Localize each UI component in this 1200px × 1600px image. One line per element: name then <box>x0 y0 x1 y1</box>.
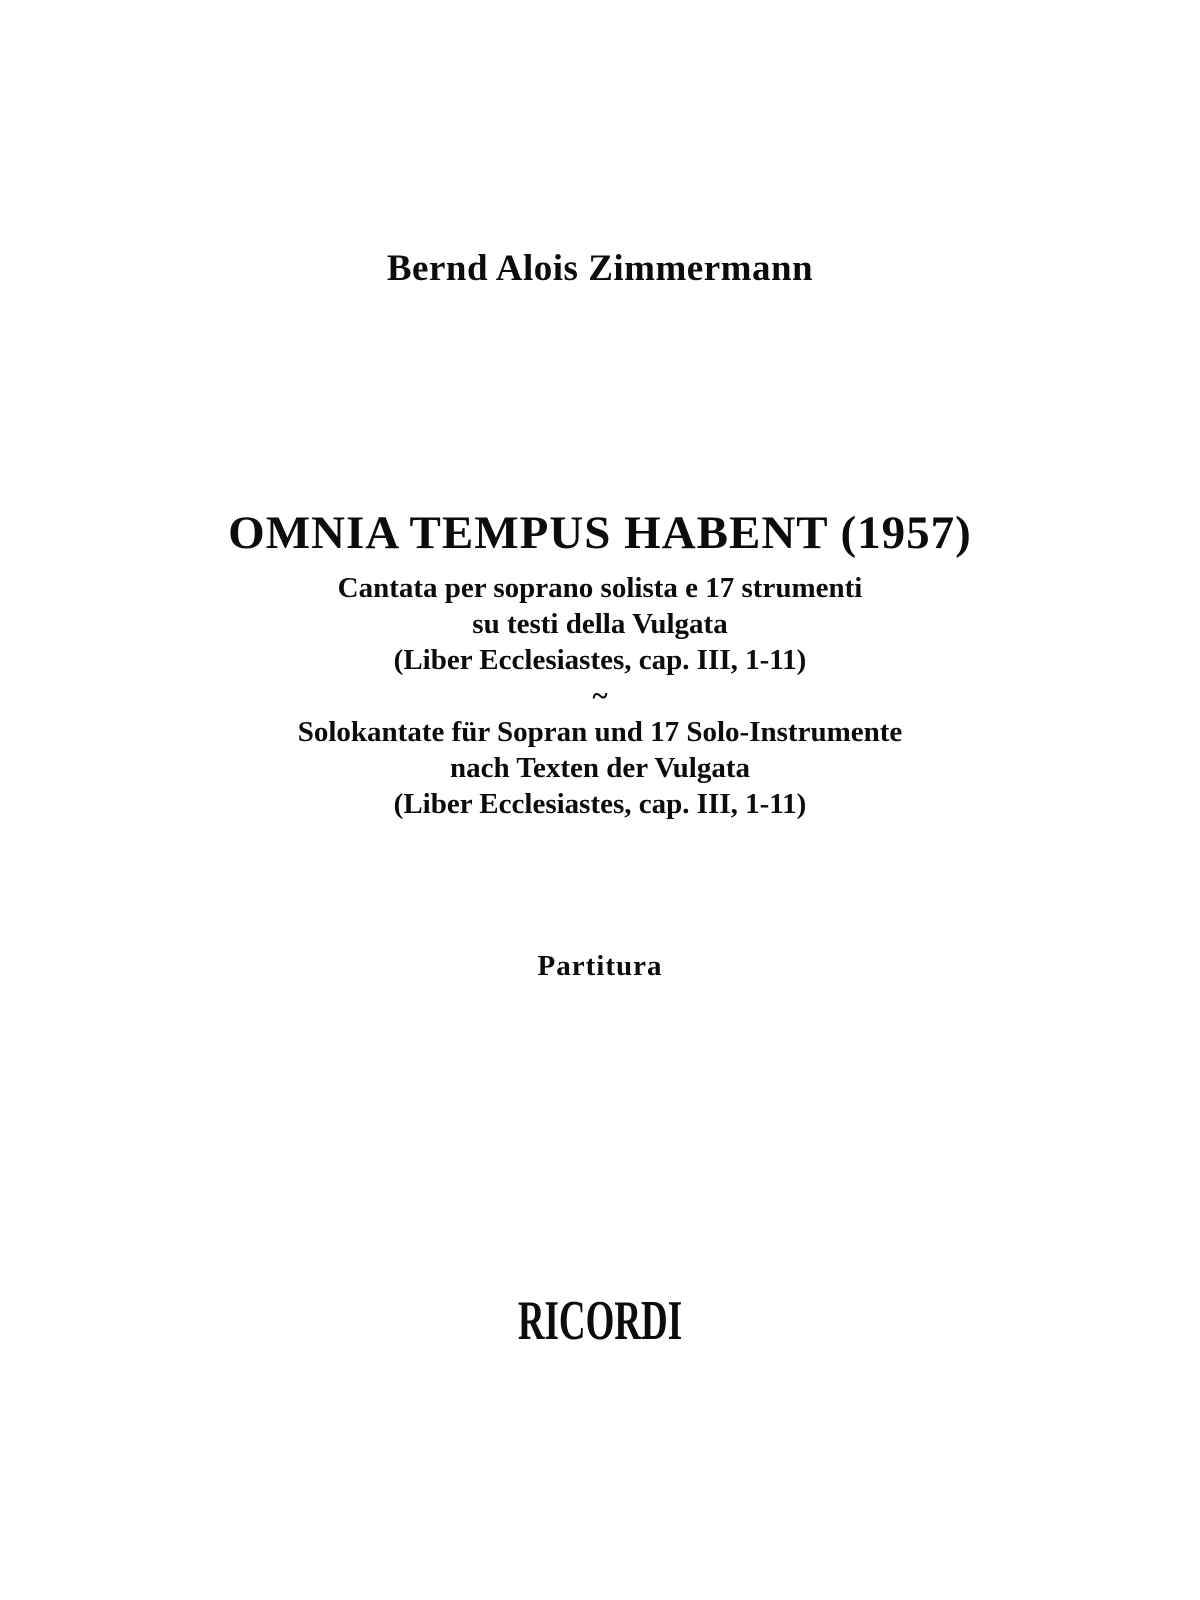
subtitle-italian-line-2: su testi della Vulgata <box>472 608 728 640</box>
composer-name: Bernd Alois Zimmermann <box>386 248 814 289</box>
subtitle-italian-line-3: (Liber Ecclesiastes, cap. III, 1-11) <box>393 644 807 676</box>
subtitle-german-line-3: (Liber Ecclesiastes, cap. III, 1-11) <box>393 788 807 820</box>
subtitle-italian-line-1: Cantata per soprano solista e 17 strumenti <box>337 572 863 604</box>
subtitle-german-line-2: nach Texten der Vulgata <box>449 752 750 784</box>
subtitle-block <box>0 570 1200 822</box>
edition-label: Partitura <box>537 950 663 982</box>
publisher-logo: RICORDI <box>517 1290 683 1352</box>
tilde-separator: ~ <box>592 680 608 712</box>
work-title: OMNIA TEMPUS HABENT (1957) <box>228 507 972 559</box>
subtitle-german-line-1: Solokantate für Sopran und 17 Solo-Instrumente <box>297 716 903 748</box>
